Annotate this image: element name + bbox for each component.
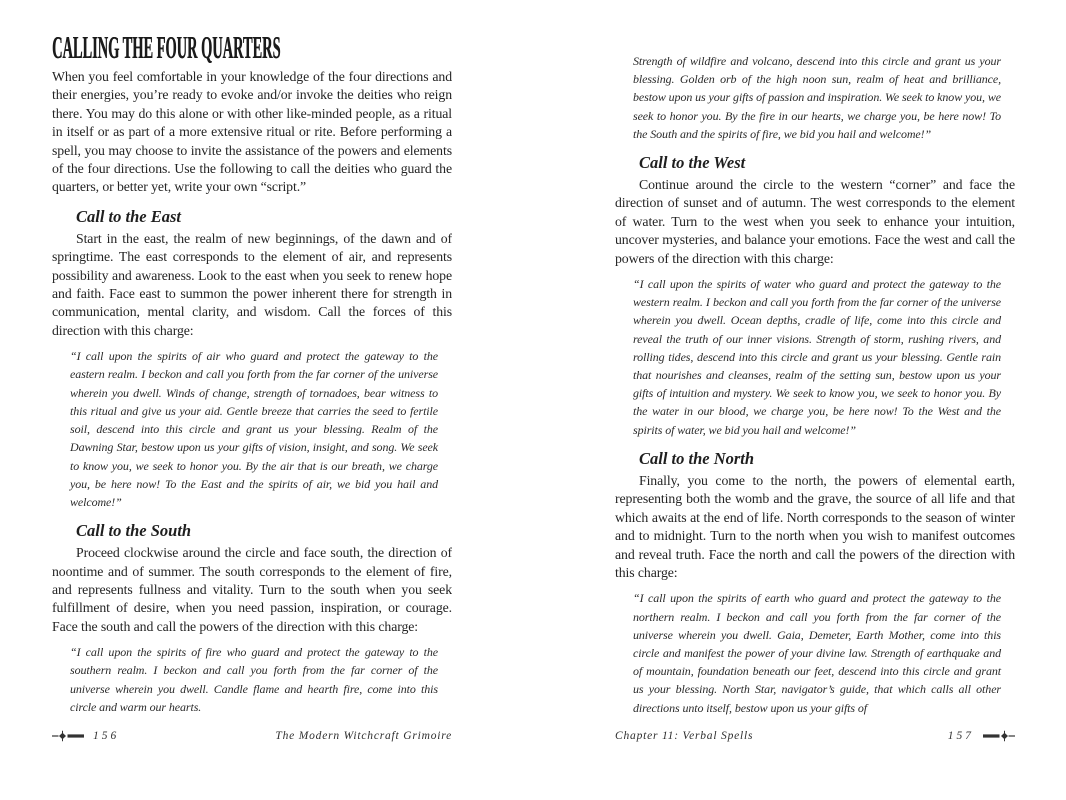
incantation-quote-north: “I call upon the spirits of earth who guard and protect the gateway to the northern realm. I beckon and call you forth from the far corner of the universe wherein you dwell. Gaia, Demeter, Earth Mother, come into this circle and manifest the power of your divine law. Strength of earthquake and of mountain, foundation beneath our feet, descend into this circle and grant us your blessing. North Star, navigator’s guide, that which calls all other directions unto itself, bestow upon us your gifts of [633,591,1001,715]
section-heading-south: Call to the South [76,521,192,541]
page-number: 157 [947,730,974,742]
incantation-quote-south: “I call upon the spirits of fire who guard and protect the gateway to the southern realm. I beckon and call you forth from the far corner of the universe wherein you dwell. Candle flame and hearth fire, come into this circle and warm our hearts. [70,645,438,714]
page-title: CALLING THE FOUR QUARTERS [52,29,281,65]
page-number: 156 [93,730,120,742]
running-title: The Modern Witchcraft Grimoire [275,730,452,742]
arrow-ornament-right-icon [983,730,1015,742]
section-paragraph-west: Continue around the circle to the western “corner” and face the direction of sunset and of autumn. The west corresponds to the element of water. Turn to the west when you seek to enhance your intuition, uncover mysteries, and balance your emotions. Face the west and call the powers of the direction with this charge: [615,177,1015,266]
page-right [615,0,1015,800]
incantation-quote-west: “I call upon the spirits of water who guard and protect the gateway to the western realm. I beckon and call you forth from the far corner of the universe wherein you dwell. Ocean depths, cradle of life, come into this circle and reveal the truth of our inner visions. Strength of storm, rushing rivers, and rolling tides, descend into this circle and grant us your blessing. Gentle rain that nourishes and cleanses, realm of the setting sun, bestow upon us your gifts of intuition and mystery. We seek to know you, we seek to honor you. By the water in our blood, we charge you, be here now! To the West and the spirits of water, we bid you hail and welcome!” [633,277,1001,437]
section-paragraph-south: Proceed clockwise around the circle and face south, the direction of noontime and of summer. The south corresponds to the element of fire, and represents fullness and vitality. Turn to the south when you seek fulfillment of desire, when you need passion, inspiration, or courage. Face the south and call the powers of the direction with this charge: [52,545,452,634]
section-paragraph-north: Finally, you come to the north, the powers of elemental earth, representing both the womb and the grave, the source of all life and that which awaits at the end of life. North corresponds to the season of winter and to midnight. Turn to the north when you wish to manifest outcomes and reveal truth. Face the north and call the powers of the direction with this charge: [615,472,1015,580]
section-heading-west: Call to the West [639,153,746,173]
section-heading-north: Call to the North [639,448,755,468]
right-page-footer [615,730,1015,742]
chapter-footer-title: Chapter 11: Verbal Spells [615,730,754,742]
section-paragraph-east: Start in the east, the realm of new beginnings, of the dawn and of springtime. The east corresponds to the element of air, and represents possibility and awareness. Look to the east when you seek to renew hope and faith. Face east to summon the power inherent there for strength in communication, mental clarity, and wisdom. Call the forces of this direction with this charge: [52,230,452,338]
intro-paragraph: When you feel comfortable in your knowledge of the four directions and their energies, you’re ready to evoke and/or invoke the deities who reign there. You may do this alone or with other like-minded people, as a ritual in itself or as part of a more extensive ritual or rite. Before performing a spell, you may choose to invite the assistance of the powers and elements of the four directions. Use the following to call the deities who guard the quarters, or better yet, write your own “script.” [52,69,452,195]
page-left [52,0,452,800]
right-footer-group [948,730,1015,742]
arrow-ornament-left-icon [52,730,84,742]
left-footer-group [52,730,119,742]
incantation-quote-east: “I call upon the spirits of air who guard and protect the gateway to the eastern realm. I beckon and call you forth from the far corner of the universe wherein you dwell. Winds of change, strength of tornadoes, bear witness to this ritual and give us your aid. Gentle breeze that carries the seed to fertile soil, descend into this circle and grant us your blessing. Realm of the Dawning Star, bestow upon us your gifts of vision, insight, and song. We seek to know you, we seek to honor you. By the air that is our breath, we charge you, be here now! To the East and the spirits of air, we bid you hail and welcome!” [70,349,438,509]
left-page-footer [52,730,452,742]
section-heading-east: Call to the East [76,206,181,226]
incantation-quote-south-continuation: Strength of wildfire and volcano, descend into this circle and grant us your blessing. Golden orb of the high noon sun, realm of heat and brilliance, bestow upon us your gifts of passion and inspiration. We seek to know you, we seek to honor you. By the fire in our hearts, we charge you, be here now! To the South and the spirits of fire, we bid you hail and welcome!” [633,54,1001,141]
